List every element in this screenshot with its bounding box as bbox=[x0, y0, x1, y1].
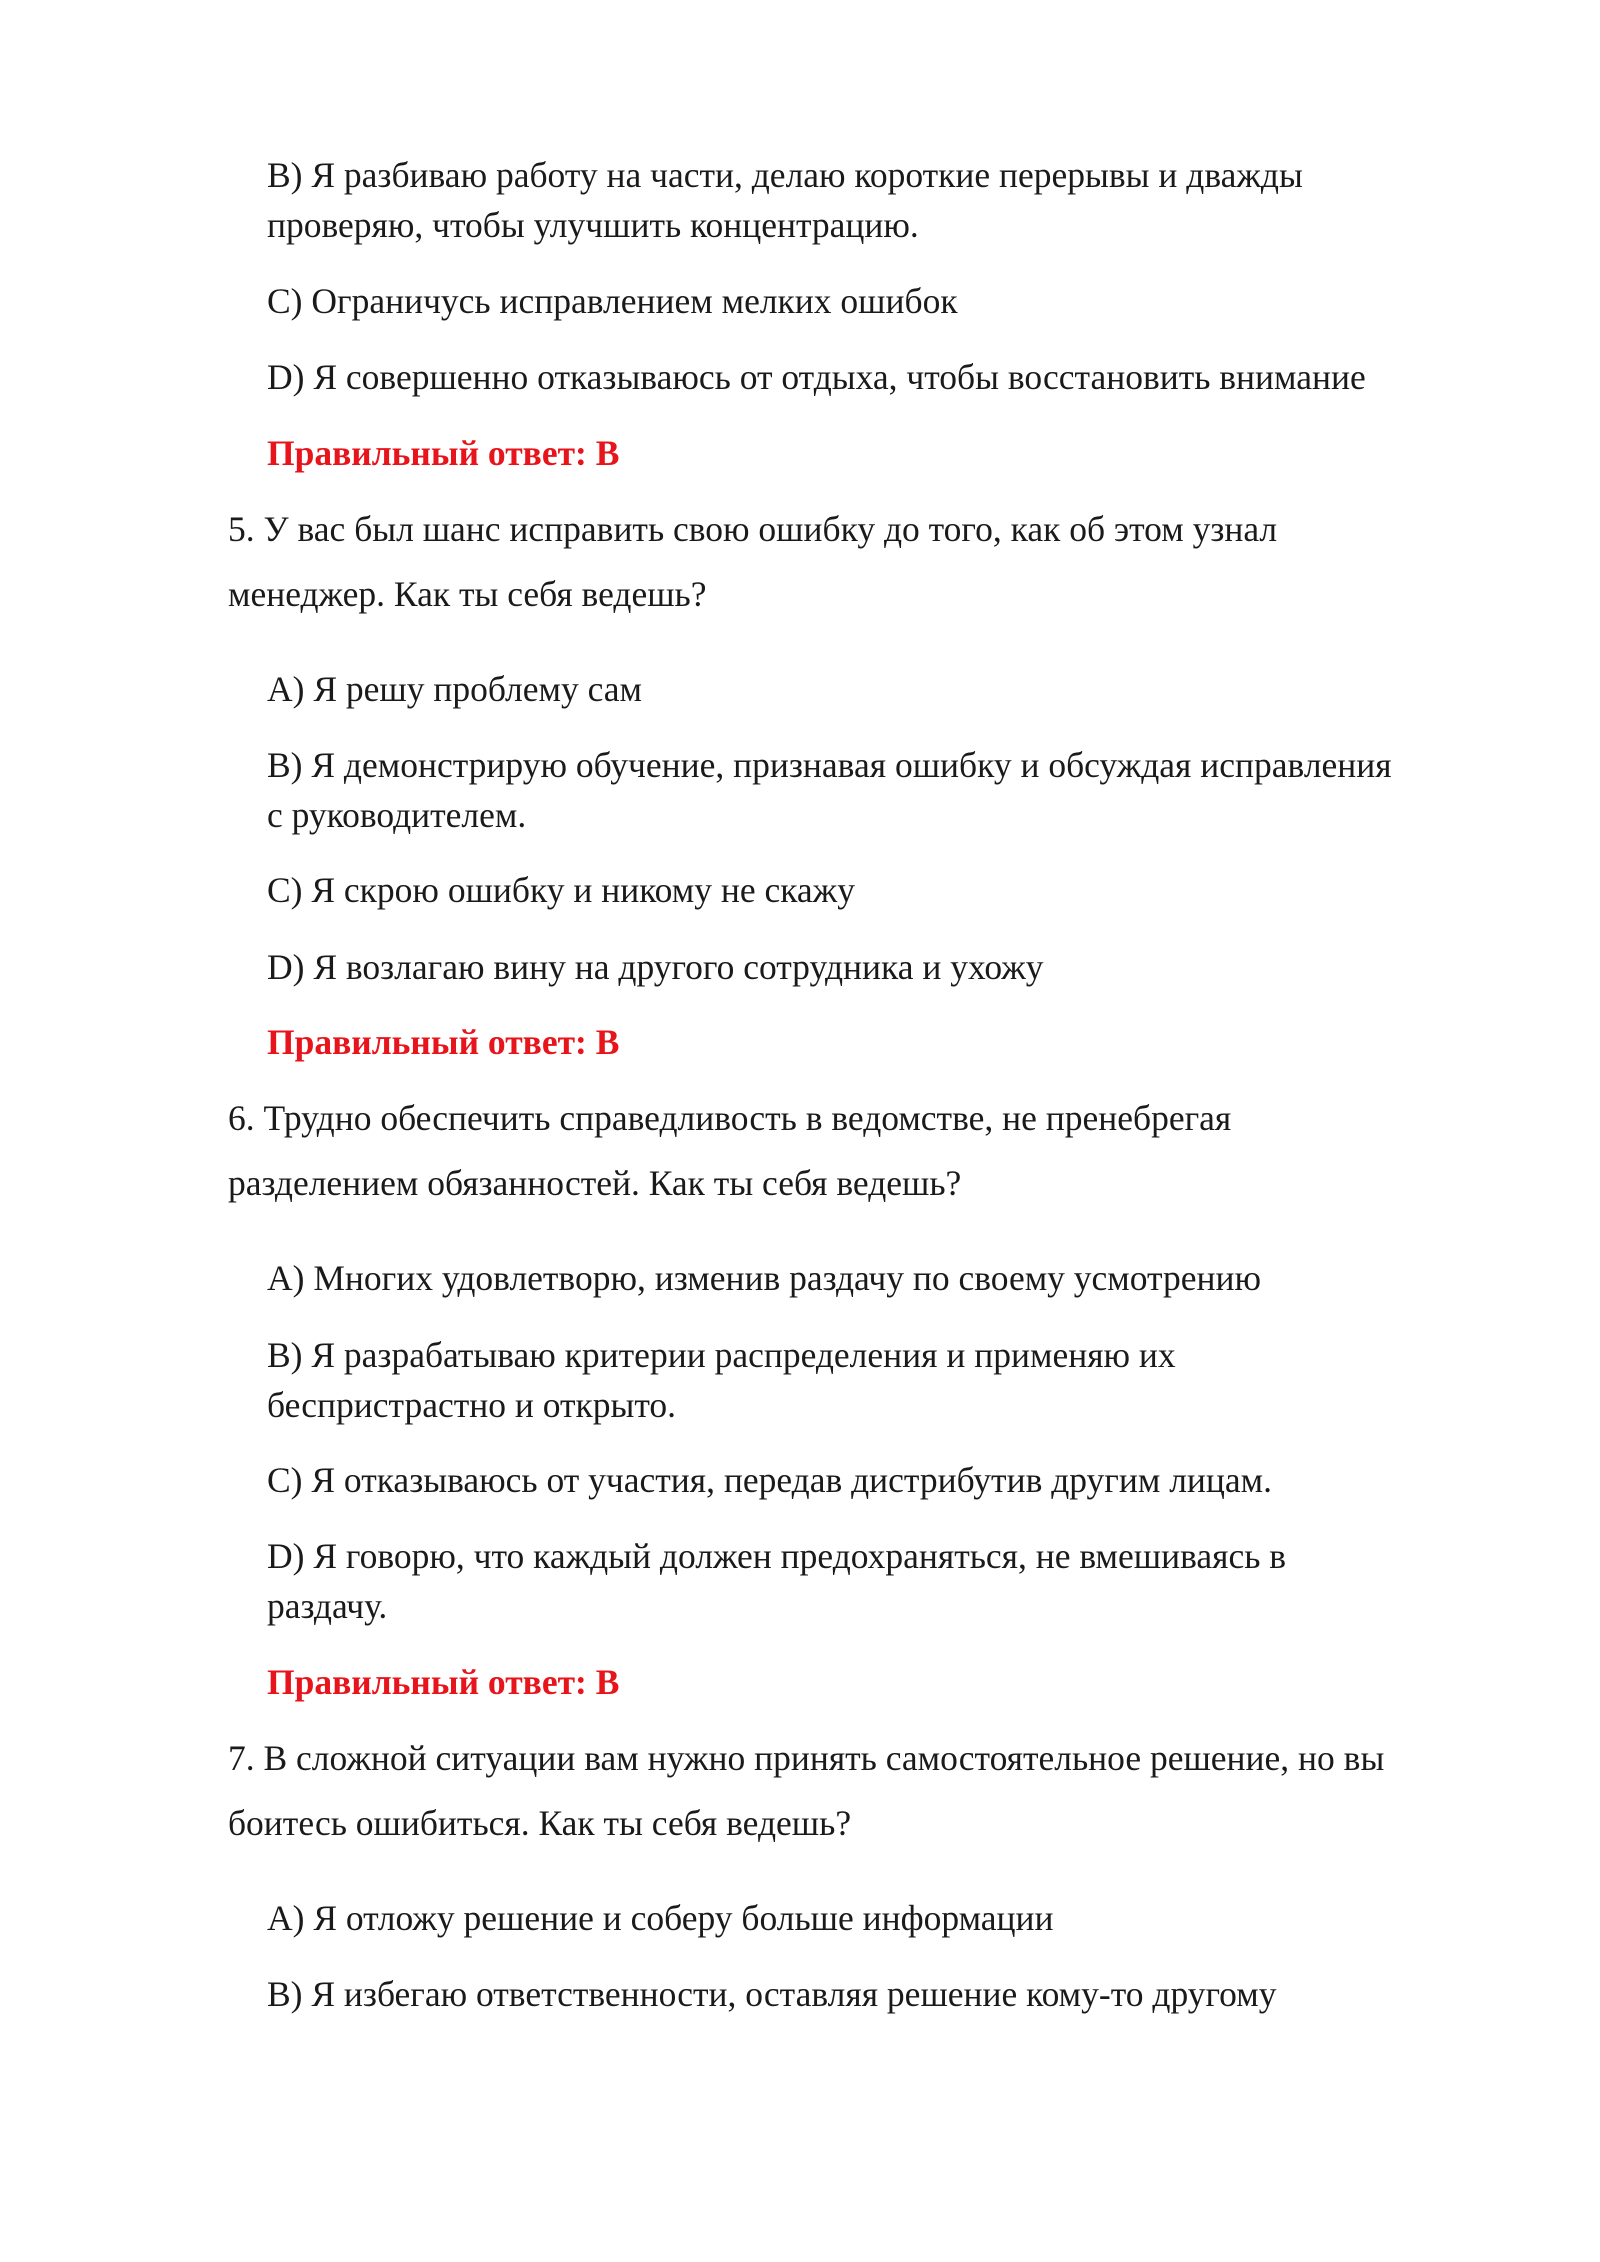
option-a bbox=[267, 1253, 1261, 1303]
option-line: беспристрастно и открыто. bbox=[267, 1385, 677, 1425]
option-a bbox=[267, 664, 642, 714]
option-c bbox=[267, 1455, 1272, 1505]
option-line: проверяю, чтобы улучшить концентрацию. bbox=[267, 205, 919, 245]
option-line: B) Я демонстрирую обучение, признавая ошибку и обсуждая исправления bbox=[267, 745, 1392, 785]
correct-answer: Правильный ответ: B bbox=[267, 1022, 620, 1062]
question-text-line: боитесь ошибиться. Как ты себя ведешь? bbox=[228, 1803, 852, 1843]
option-line: B) Я разбиваю работу на части, делаю короткие перерывы и дважды bbox=[267, 155, 1303, 195]
question-text-line: 7. В сложной ситуации вам нужно принять самостоятельное решение, но вы bbox=[228, 1738, 1385, 1778]
option-a bbox=[267, 1893, 1054, 1943]
option-line: с руководителем. bbox=[267, 795, 527, 835]
option-line: A) Я решу проблему сам bbox=[267, 669, 643, 709]
option-c bbox=[267, 865, 855, 915]
option-b bbox=[267, 740, 1392, 840]
option-d bbox=[267, 352, 1366, 402]
option-b bbox=[267, 150, 1303, 250]
question-text-line: 6. Трудно обеспечить справедливость в ведомстве, не пренебрегая bbox=[228, 1098, 1232, 1138]
option-line: D) Я говорю, что каждый должен предохраняться, не вмешиваясь в bbox=[267, 1536, 1287, 1576]
option-d bbox=[267, 1531, 1286, 1631]
question-text-line: разделением обязанностей. Как ты себя ведешь? bbox=[228, 1163, 962, 1203]
option-line: C) Я отказываюсь от участия, передав дистрибутив другим лицам. bbox=[267, 1460, 1273, 1500]
option-b bbox=[267, 1330, 1176, 1430]
option-line: B) Я разрабатываю критерии распределения и применяю их bbox=[267, 1335, 1176, 1375]
option-c bbox=[267, 276, 958, 326]
option-line: C) Ограничусь исправлением мелких ошибок bbox=[267, 281, 958, 321]
option-line: C) Я скрою ошибку и никому не скажу bbox=[267, 870, 855, 910]
question-text-line: 5. У вас был шанс исправить свою ошибку до того, как об этом узнал bbox=[228, 509, 1278, 549]
correct-answer: Правильный ответ: B bbox=[267, 1662, 620, 1702]
option-d bbox=[267, 942, 1044, 992]
option-b bbox=[267, 1969, 1276, 2019]
option-line: B) Я избегаю ответственности, оставляя решение кому-то другому bbox=[267, 1974, 1277, 2014]
correct-answer: Правильный ответ: B bbox=[267, 433, 620, 473]
option-line: A) Я отложу решение и соберу больше информации bbox=[267, 1898, 1054, 1938]
option-line: D) Я совершенно отказываюсь от отдыха, чтобы восстановить внимание bbox=[267, 357, 1366, 397]
question-text-line: менеджер. Как ты себя ведешь? bbox=[228, 574, 707, 614]
option-line: D) Я возлагаю вину на другого сотрудника и ухожу bbox=[267, 947, 1044, 987]
option-line: раздачу. bbox=[267, 1586, 388, 1626]
option-line: A) Многих удовлетворю, изменив раздачу по своему усмотрению bbox=[267, 1258, 1262, 1298]
